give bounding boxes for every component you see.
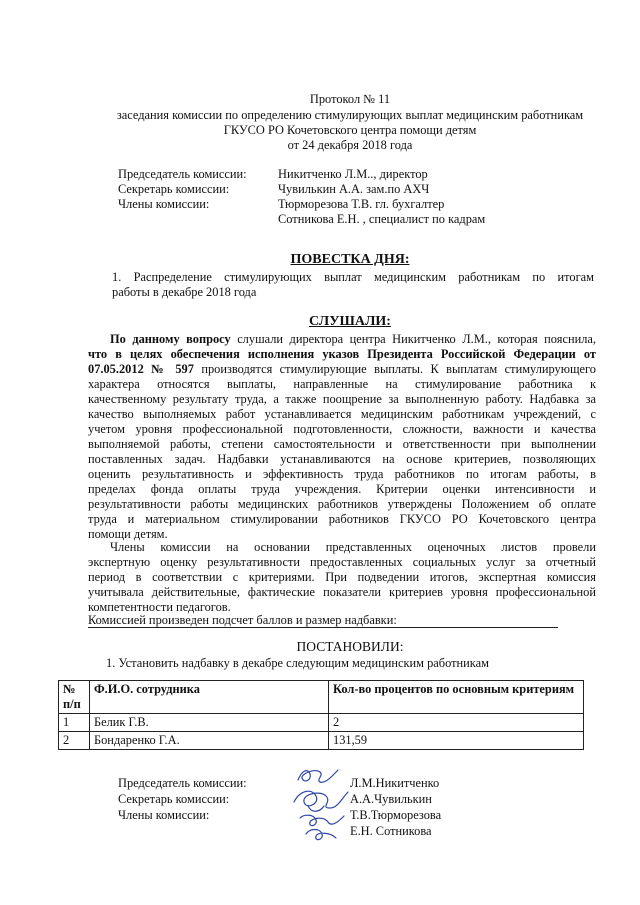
heard-line: [88, 362, 596, 377]
heard-line: труда и материальном стимулировании работников ГКУСО РО Кочетовского центра: [88, 512, 596, 526]
heard-line: учетом уровня профессиональной подготовленности, сложности, важности и качества: [88, 422, 596, 436]
scoring-text: Комиссией произведен подсчет баллов и размер надбавки:: [88, 613, 397, 627]
heard-line: Члены комиссии на основании представленных оценочных листов провели: [110, 540, 596, 554]
commission-value: Сотникова Е.Н. , специалист по кадрам: [278, 212, 486, 226]
heard-line: поставленных задач. Надбавки устанавливаются на основе критериев, позволяющих: [88, 452, 596, 466]
agenda-text: [112, 270, 594, 300]
commission-row-chair: [118, 167, 598, 182]
protocol-subtitle-line1: заседания комиссии по определению стимулирующих выплат медицинским работникам: [116, 108, 584, 122]
heard-line: качественному результату труда, а также поощрение за выполненную работу. Надбавка за: [88, 392, 596, 406]
scoring-line: [88, 613, 558, 628]
heard-paragraph-1: [88, 332, 596, 542]
table-cell: 1: [59, 714, 90, 732]
heard-text: слушали директора центра Никитченко Л.М., которая пояснила,: [230, 332, 596, 346]
heard-line: компетентности педагогов.: [88, 600, 231, 614]
heard-line: результативности работы медицинских работников утверждены Положением об оплате: [88, 497, 596, 511]
commission-row-members: [118, 197, 598, 212]
signature-scribble-chair: [298, 770, 338, 782]
signature-label: Председатель комиссии:: [118, 776, 247, 790]
heard-line: пределах фонда оплаты труда учреждения. Критерии оценки интенсивности и: [88, 482, 596, 496]
heard-line: качество выполняемых работ устанавливается медицинским работникам учреждений, с: [88, 407, 596, 421]
commission-label: Председатель комиссии:: [118, 167, 247, 181]
protocol-title: Протокол № 11: [309, 92, 391, 106]
table-header-cell: Ф.И.О. сотрудника: [90, 681, 329, 714]
heard-line: экспертную оценку результативности предоставленных социальных услуг за отчетный: [88, 555, 596, 569]
commission-row-secretary: [118, 182, 598, 197]
protocol-date: от 24 декабря 2018 года: [287, 138, 413, 152]
heard-line: период в соответствии с критериями. При подведении итогов, экспертная комиссия: [88, 570, 596, 584]
protocol-subtitle-line2: ГКУСО РО Кочетовского центра помощи детям: [223, 123, 477, 137]
heard-line: помощи детям.: [88, 527, 168, 541]
heard-line: характера относятся выплаты, направленные на стимулирование работника к: [88, 377, 596, 391]
table-cell: Бондаренко Г.А.: [90, 732, 329, 750]
agenda-line: 1. Распределение стимулирующих выплат медицинским работникам по итогам: [112, 270, 594, 284]
agenda-heading: ПОВЕСТКА ДНЯ:: [290, 252, 410, 267]
signature-name: Е.Н. Сотникова: [350, 824, 432, 838]
heard-line: выполняемой работы, степени самостоятельности и ответственности при выполнении: [88, 437, 596, 451]
commission-row-member2: [118, 212, 598, 227]
table-cell: 2: [329, 714, 584, 732]
commission-value: Никитченко Л.М.., директор: [278, 167, 428, 181]
commission-value: Тюрморезова Т.В. гл. бухгалтер: [278, 197, 445, 211]
signature-scribble-secretary: [294, 791, 348, 811]
table-cell: Белик Г.В.: [90, 714, 329, 732]
bonus-table: [58, 680, 584, 750]
agenda-line: работы в декабре 2018 года: [112, 285, 257, 299]
commission-value: Чувилькин А.А. зам.по АХЧ: [278, 182, 430, 196]
heard-line: оценить результативность и эффективность труда работников по итогам работы, в: [88, 467, 596, 481]
table-cell: 131,59: [329, 732, 584, 750]
signature-name: Т.В.Тюрморезова: [350, 808, 442, 822]
signature-scribble-member: [300, 815, 344, 825]
table-header-row: [59, 681, 584, 714]
table-row: [59, 714, 584, 732]
heard-line: [88, 332, 596, 347]
heard-paragraph-2: [88, 540, 596, 615]
signature-label: Члены комиссии:: [118, 808, 210, 822]
decree-ref: 07.05.2012 № 597: [88, 362, 194, 376]
heard-bold-phrase: По данному вопросу: [110, 332, 231, 346]
resolved-item-1: 1. Установить надбавку в декабре следующим медицинским работникам: [106, 656, 489, 670]
heard-line: учитывала действительные, фактические показатели критериев уровня профессиональной: [88, 585, 596, 599]
table-row: [59, 732, 584, 750]
heard-text: производятся стимулирующие выплаты. К выплатам стимулирующего: [193, 362, 597, 376]
table-cell: 2: [59, 732, 90, 750]
table-header-cell: Кол-во процентов по основным критериям: [329, 681, 584, 714]
heard-heading: СЛУШАЛИ:: [309, 314, 391, 329]
table-header-cell: № п/п: [59, 681, 90, 714]
signature-name: А.А.Чувилькин: [350, 792, 432, 806]
commission-label: Секретарь комиссии:: [118, 182, 230, 196]
signature-name: Л.М.Никитченко: [350, 776, 440, 790]
handwritten-signatures: [290, 762, 352, 846]
commission-label: Члены комиссии:: [118, 197, 210, 211]
signature-label: Секретарь комиссии:: [118, 792, 230, 806]
signature-scribble-member2: [306, 830, 336, 840]
resolved-heading: ПОСТАНОВИЛИ:: [296, 639, 404, 654]
heard-line-bold: что в целях обеспечения исполнения указов Президента Российской Федерации от: [88, 347, 596, 361]
